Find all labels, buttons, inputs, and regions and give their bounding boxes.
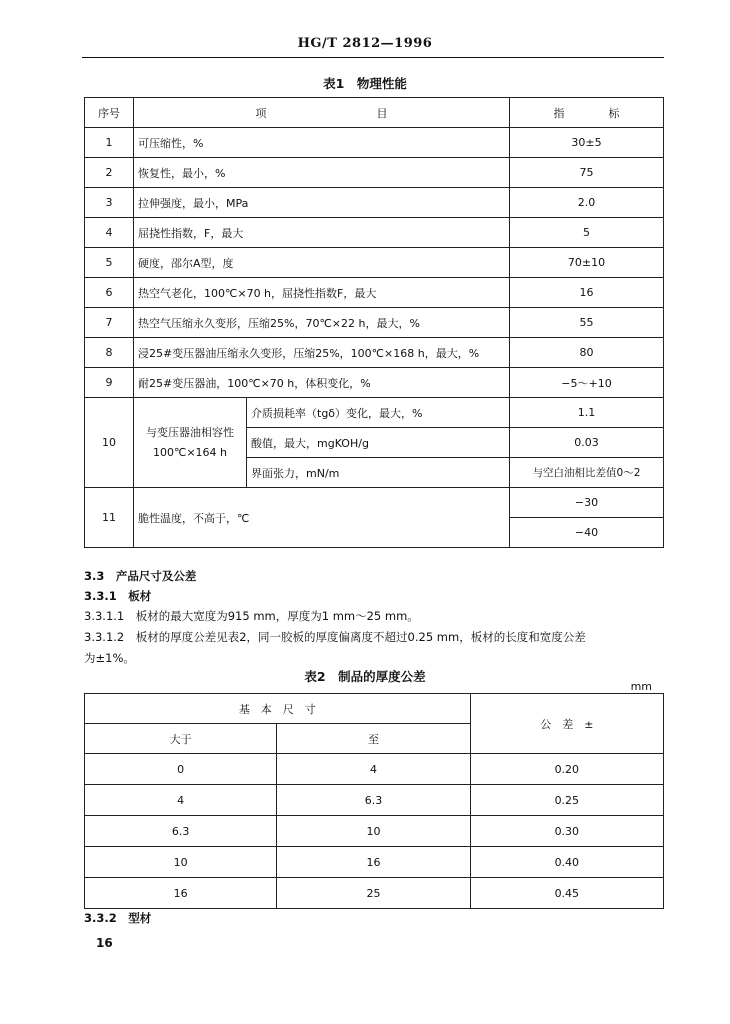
header-no: 序号 [85,98,134,128]
row-item: 屈挠性指数，F，最大 [134,218,510,248]
table-row [85,248,664,278]
row-item: 恢复性，最小，% [134,158,510,188]
table2-header-row [85,694,664,724]
row-item: 可压缩性，% [134,128,510,158]
row-no: 11 [85,488,134,548]
row-from: 10 [85,847,277,878]
row-no: 9 [85,368,134,398]
row-value: 与空白油相比差值0～2 [510,458,664,488]
row-item: 界面张力，mN/m [247,458,510,488]
row-item: 酸值，最大，mgKOH/g [247,428,510,458]
row-item: 热空气压缩永久变形，压缩25%，70℃×22 h，最大，% [134,308,510,338]
table-row [85,816,664,847]
row-from: 0 [85,754,277,785]
table-row [85,278,664,308]
table-row [85,754,664,785]
table-row [85,158,664,188]
row-value: 55 [510,308,664,338]
header-basic-dimension: 基 本 尺 寸 [85,694,471,724]
row-to: 4 [277,754,470,785]
header-tolerance: 公 差 ± [470,694,663,754]
row-value: 16 [510,278,664,308]
section-3-3: 3.3 产品尺寸及公差 [84,569,197,583]
section-3-3-1: 3.3.1 板材 [84,589,152,603]
row-tolerance: 0.20 [470,754,663,785]
row-value: 80 [510,338,664,368]
row-value: −5～+10 [510,368,664,398]
table2-caption: 表2 制品的厚度公差 [304,669,426,684]
row-to: 6.3 [277,785,470,816]
compatibility-group [134,398,247,488]
header-to: 至 [277,724,470,754]
row-value: 30±5 [510,128,664,158]
row-item: 硬度，邵尔A型，度 [134,248,510,278]
row-item: 浸25#变压器油压缩永久变形，压缩25%，100℃×168 h，最大，% [134,338,510,368]
row-item: 介质损耗率（tgδ）变化，最大，% [247,398,510,428]
table-row [85,368,664,398]
row-no: 3 [85,188,134,218]
row-to: 10 [277,816,470,847]
table-row [85,338,664,368]
row-no: 1 [85,128,134,158]
row-no: 5 [85,248,134,278]
row-item: 拉伸强度，最小，MPa [134,188,510,218]
table-row [85,785,664,816]
document-code: HG/T 2812—1996 [297,36,433,51]
row-to: 16 [277,847,470,878]
table-row [85,128,664,158]
table-row [85,398,664,428]
row-value: 0.03 [510,428,664,458]
row-no: 10 [85,398,134,488]
row-to: 25 [277,878,470,909]
table-row [85,188,664,218]
row-value: 1.1 [510,398,664,428]
section-3-3-1-2-cont: 为±1%。 [84,651,135,665]
row-no: 8 [85,338,134,368]
row-no: 6 [85,278,134,308]
row-tolerance: 0.40 [470,847,663,878]
table2-unit: mm [630,680,652,693]
row-from: 16 [85,878,277,909]
row-from: 4 [85,785,277,816]
row-tolerance: 0.30 [470,816,663,847]
table-row [85,847,664,878]
row-value: 5 [510,218,664,248]
section-3-3-1-2: 3.3.1.2 板材的厚度公差见表2，同一胶板的厚度偏离度不超过0.25 mm，板材的长度和宽度公差 [84,630,586,644]
table-row [85,218,664,248]
header-from: 大于 [85,724,277,754]
row-no: 2 [85,158,134,188]
table1-caption: 表1 物理性能 [323,76,407,91]
row-value: 70±10 [510,248,664,278]
row-item: 热空气老化，100℃×70 h，屈挠性指数F，最大 [134,278,510,308]
table-row [85,878,664,909]
row-value: 75 [510,158,664,188]
group-condition: 100℃×164 h [152,445,228,459]
header-value: 指 标 [510,98,664,128]
header-rule [82,57,664,58]
section-3-3-2: 3.3.2 型材 [84,911,152,925]
row-value: −40 [510,518,664,548]
table-row [85,488,664,518]
page-number: 16 [96,936,113,950]
row-no: 4 [85,218,134,248]
group-label: 与变压器油相容性 [146,425,234,439]
row-no: 7 [85,308,134,338]
row-item: 脆性温度，不高于，℃ [134,488,510,548]
row-item: 耐25#变压器油，100℃×70 h，体积变化，% [134,368,510,398]
table-row [85,308,664,338]
row-tolerance: 0.45 [470,878,663,909]
row-value: −30 [510,488,664,518]
header-item: 项 目 [134,98,510,128]
table1-header-row [85,98,664,128]
row-from: 6.3 [85,816,277,847]
row-tolerance: 0.25 [470,785,663,816]
physical-properties-table [84,97,664,548]
row-value: 2.0 [510,188,664,218]
section-3-3-1-1: 3.3.1.1 板材的最大宽度为915 mm，厚度为1 mm～25 mm。 [84,609,419,623]
thickness-tolerance-table [84,693,664,909]
